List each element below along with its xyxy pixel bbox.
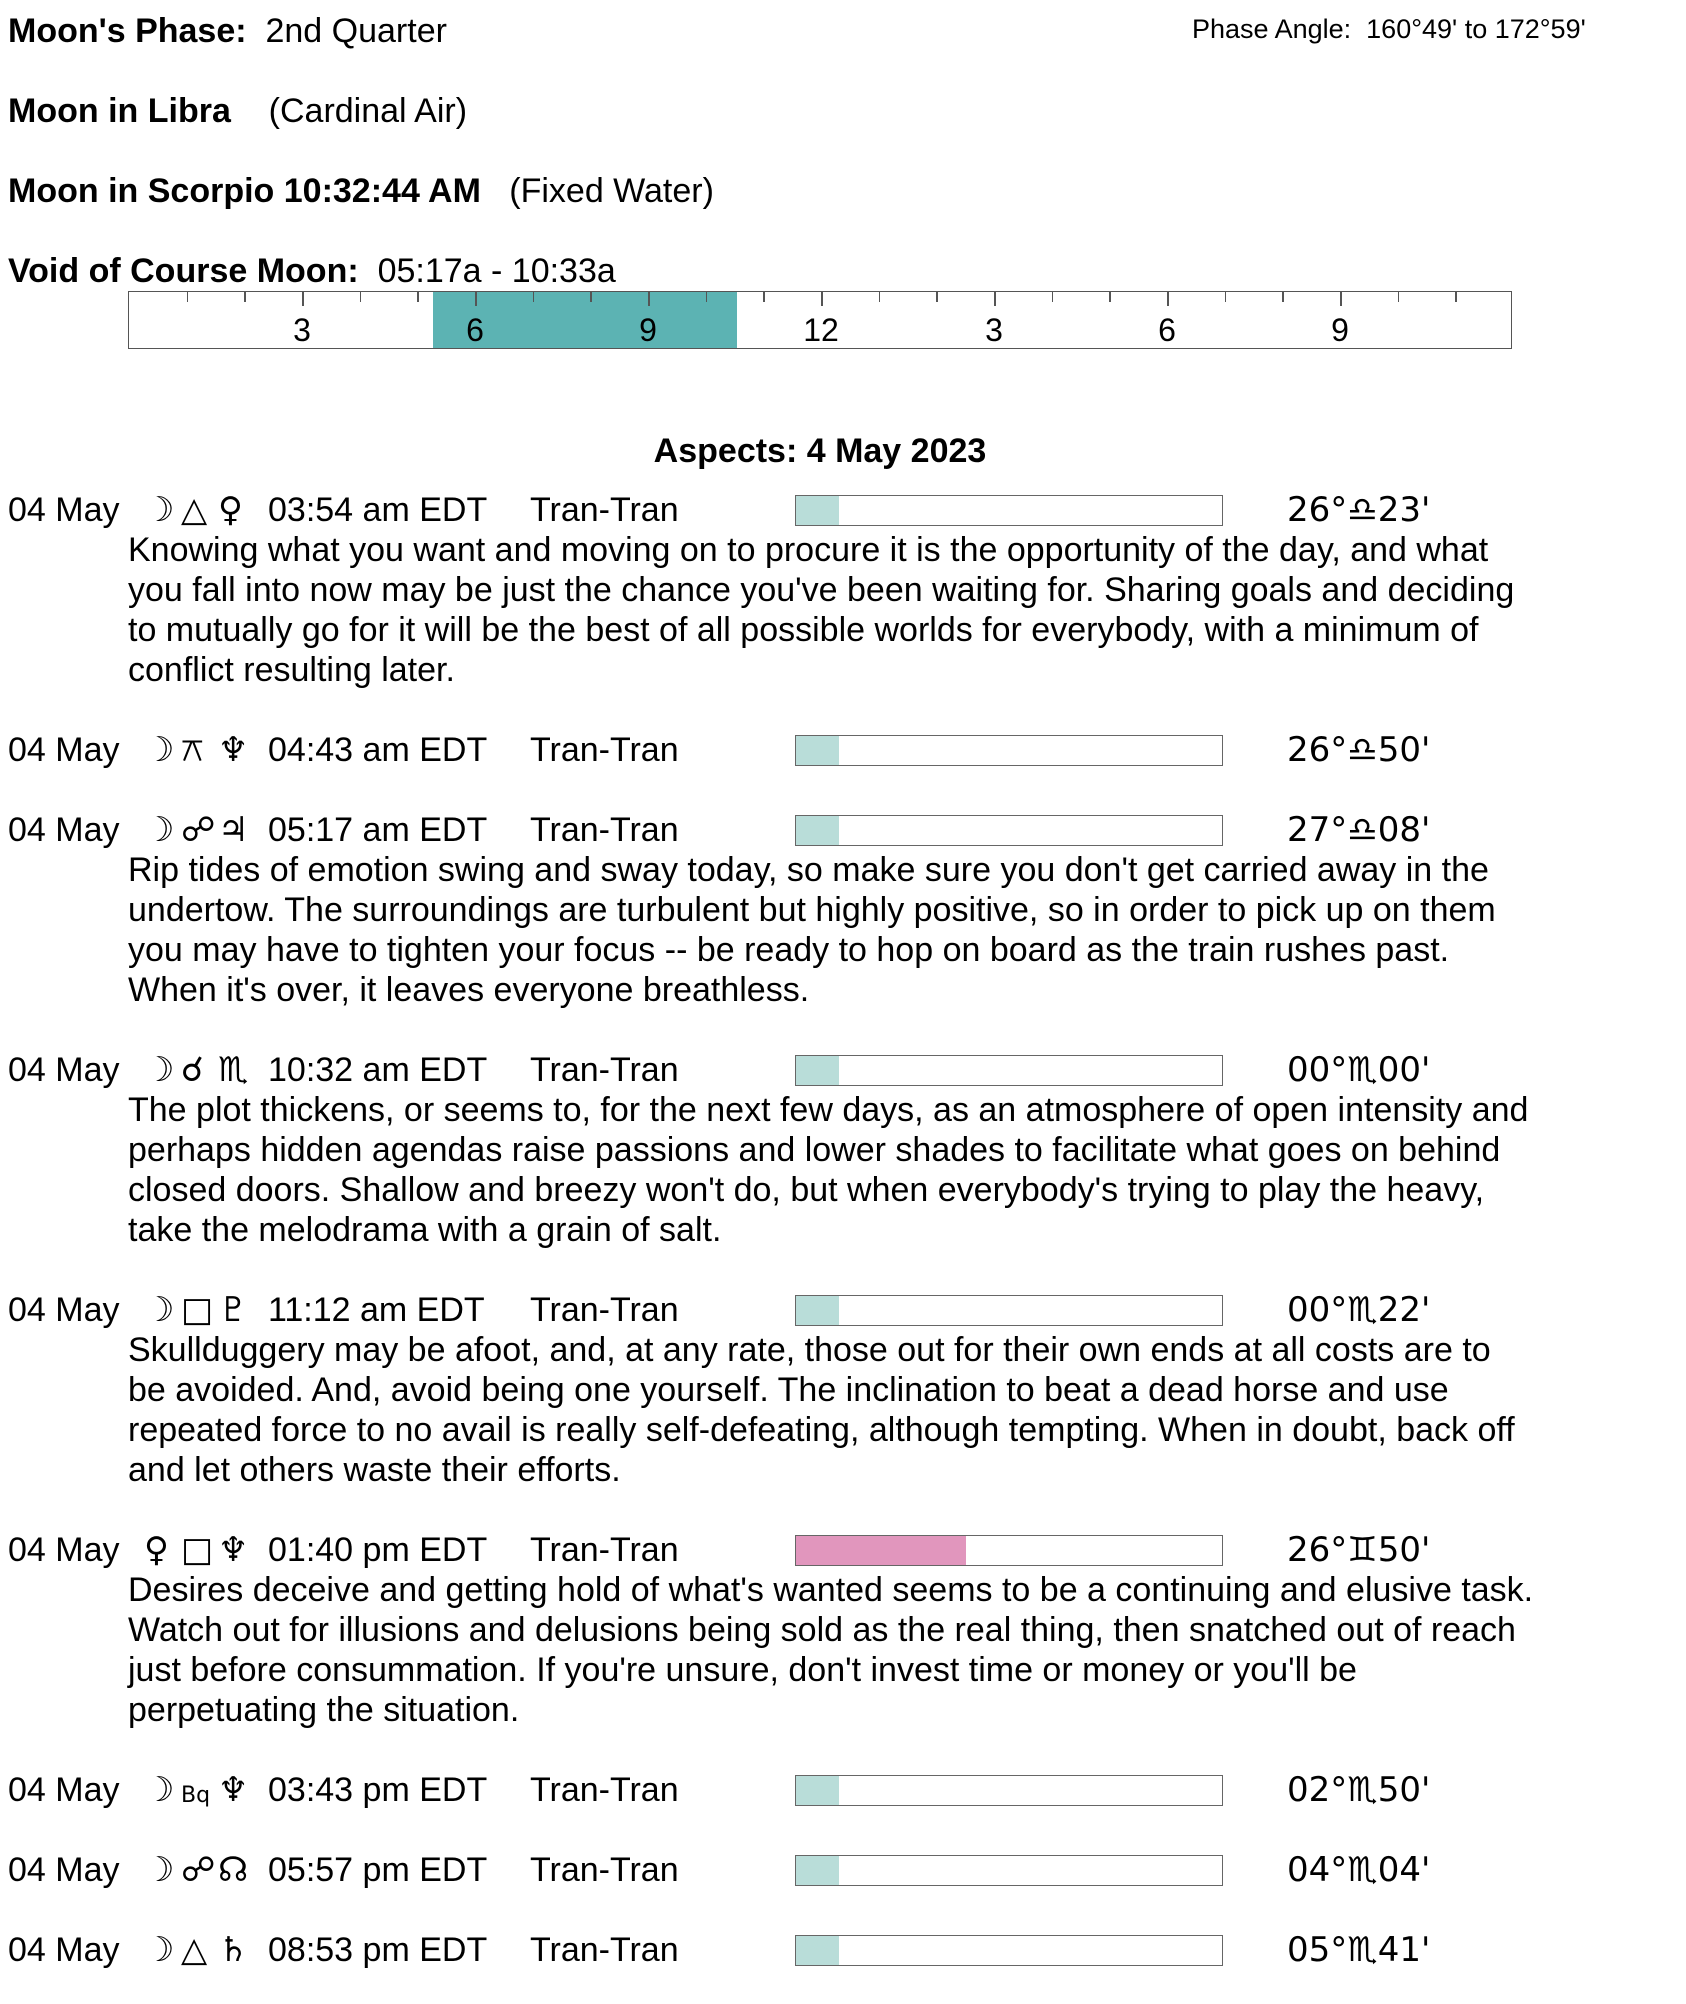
aspect-description-line: to mutually go for it will be the best of all possible worlds for everybody, with a minimum of [128,611,1479,649]
aspect-glyph: ☌ [181,1050,204,1090]
timeline-tick [1167,292,1169,306]
timeline-tick [590,292,592,302]
voc-value: 05:17a - 10:33a [377,252,616,290]
aspect-date: 04 May [8,1851,120,1889]
phase-angle [1192,13,1586,45]
aspect-description-line: The plot thickens, or seems to, for the next few days, as an atmosphere of open intensity and [128,1091,1529,1129]
aspect-description-line: undertow. The surroundings are turbulent but highly positive, so in order to pick up on them [128,891,1496,929]
orb-bar-fill [796,816,839,845]
orb-bar-fill [796,1536,966,1565]
planet-glyph: ☊ [218,1850,249,1890]
aspect-kind: Tran-Tran [530,811,679,849]
aspect-position: 05°♏41' [1287,1930,1431,1970]
aspect-glyph: ☍ [181,1850,216,1890]
aspect-glyph: ☍ [181,810,216,850]
planet-glyph: ☽ [144,730,175,770]
aspect-description-line: Knowing what you want and moving on to procure it is the opportunity of the day, and what [128,531,1489,569]
aspect-description-line: and let others waste their efforts. [128,1451,621,1489]
orb-bar-fill [796,1056,839,1085]
aspect-position: 26°♊50' [1287,1530,1431,1570]
orb-bar [795,495,1223,526]
planet-glyph: ☽ [144,1050,175,1090]
orb-bar-fill [796,1776,839,1805]
timeline-tick [994,292,996,306]
timeline-tick [1052,292,1054,302]
planet-glyph: ♀ [218,490,243,530]
voc-label: Void of Course Moon: [8,252,359,290]
aspect-glyph: □ [181,1290,214,1330]
aspect-kind: Tran-Tran [530,1931,679,1969]
planet-glyph: ☽ [144,1930,175,1970]
aspect-description-line: When it's over, it leaves everyone breathless. [128,971,810,1009]
orb-bar [795,815,1223,846]
orb-bar-fill [796,736,839,765]
aspect-time: 10:32 am EDT [268,1051,488,1089]
aspect-description-line: repeated force to no avail is really self-defeating, although tempting. When in doubt, back off [128,1411,1515,1449]
timeline-tick [936,292,938,302]
aspects-title: Aspects: 4 May 2023 [653,432,987,470]
orb-bar [795,1775,1223,1806]
timeline-tick [1455,292,1457,302]
timeline-hour-label: 6 [1158,312,1176,348]
timeline-tick [1398,292,1400,302]
timeline-tick [648,292,650,306]
timeline-tick [475,292,477,306]
aspect-date: 04 May [8,1771,120,1809]
timeline-tick [244,292,246,302]
timeline-tick [1225,292,1227,302]
aspect-date: 04 May [8,1051,120,1089]
timeline-hour-label: 9 [639,312,657,348]
timeline-tick [1340,292,1342,306]
aspect-kind: Tran-Tran [530,731,679,769]
aspect-position: 26°♎23' [1287,490,1431,530]
aspect-date: 04 May [8,491,120,529]
timeline-tick [763,292,765,302]
aspect-time: 03:54 am EDT [268,491,488,529]
timeline-tick [302,292,304,306]
aspect-description-line: be avoided. And, avoid being one yourself. The inclination to beat a dead horse and use [128,1371,1449,1409]
aspect-time: 03:43 pm EDT [268,1771,488,1809]
moon-sign [8,91,467,131]
timeline-tick [187,292,189,302]
aspect-time: 11:12 am EDT [268,1291,485,1329]
moon-ingress-label: Moon in Scorpio 10:32:44 AM [8,172,481,210]
aspect-position: 02°♏50' [1287,1770,1431,1810]
orb-bar [795,1935,1223,1966]
timeline-tick [417,292,419,302]
planet-glyph: ♀ [144,1530,169,1570]
aspect-description-line: Rip tides of emotion swing and sway today, so make sure you don't get carried away in the [128,851,1489,889]
aspect-description-line: just before consummation. If you're unsure, don't invest time or money or you'll be [128,1651,1357,1689]
timeline-hour-label: 3 [985,312,1003,348]
timeline-hour-label: 12 [803,312,839,348]
aspect-time: 05:17 am EDT [268,811,488,849]
aspect-glyph: ⚻ [181,730,204,770]
timeline-hour-label: 6 [466,312,484,348]
aspect-position: 27°♎08' [1287,810,1431,850]
void-of-course [8,251,616,291]
aspect-description-line: Skullduggery may be afoot, and, at any rate, those out for their own ends at all costs are to [128,1331,1491,1369]
orb-bar [795,1055,1223,1086]
timeline-tick [1109,292,1111,302]
aspect-description-line: perpetuating the situation. [128,1691,520,1729]
timeline-tick [1282,292,1284,302]
planet-glyph: ♇ [218,1290,249,1330]
planet-glyph: ♃ [218,810,249,850]
orb-bar [795,1855,1223,1886]
aspect-description-line: take the melodrama with a grain of salt. [128,1211,722,1249]
planet-glyph: ☽ [144,490,175,530]
aspect-description-line: conflict resulting later. [128,651,455,689]
orb-bar-fill [796,1296,839,1325]
aspect-kind: Tran-Tran [530,1771,679,1809]
aspect-position: 26°♎50' [1287,730,1431,770]
orb-bar [795,1535,1223,1566]
planet-glyph: ☽ [144,1290,175,1330]
aspect-date: 04 May [8,1931,120,1969]
timeline-tick [533,292,535,302]
planet-glyph: ☽ [144,1850,175,1890]
planet-glyph: ☽ [144,1770,175,1810]
aspect-glyph: △ [181,1930,208,1970]
timeline-hour-label: 3 [293,312,311,348]
moon-phase-value: 2nd Quarter [265,12,447,50]
orb-bar-fill [796,1936,839,1965]
aspect-position: 00°♏22' [1287,1290,1431,1330]
aspect-kind: Tran-Tran [530,1531,679,1569]
planet-glyph: ♆ [218,730,249,770]
aspect-date: 04 May [8,811,120,849]
aspect-description-line: perhaps hidden agendas raise passions and lower shades to facilitate what goes on behind [128,1131,1501,1169]
aspect-date: 04 May [8,1531,120,1569]
aspect-position: 00°♏00' [1287,1050,1431,1090]
timeline-tick [879,292,881,302]
timeline-tick [706,292,708,302]
aspect-time: 05:57 pm EDT [268,1851,488,1889]
aspect-description-line: closed doors. Shallow and breezy won't do, but when everybody's trying to play the heavy, [128,1171,1485,1209]
phase-angle-label: Phase Angle: [1192,14,1352,44]
aspect-kind: Tran-Tran [530,1291,679,1329]
aspect-description-line: you may have to tighten your focus -- be ready to hop on board as the train rushes past. [128,931,1450,969]
orb-bar-fill [796,1856,839,1885]
timeline-tick [360,292,362,302]
timeline-tick [821,292,823,306]
aspect-kind: Tran-Tran [530,1051,679,1089]
aspect-time: 08:53 pm EDT [268,1931,488,1969]
aspect-description-line: Desires deceive and getting hold of what's wanted seems to be a continuing and elusive task. [128,1571,1534,1609]
planet-glyph: ♏ [218,1050,249,1090]
moon-sign-label: Moon in Libra [8,92,231,130]
aspect-description-line: Watch out for illusions and delusions being sold as the real thing, then snatched out of reach [128,1611,1516,1649]
moon-phase [8,11,447,51]
voc-timeline [128,291,1512,349]
aspect-time: 04:43 am EDT [268,731,488,769]
moon-ingress [8,171,714,211]
aspect-glyph: △ [181,490,208,530]
moon-phase-label: Moon's Phase: [8,12,247,50]
planet-glyph: ♆ [218,1530,249,1570]
orb-bar [795,735,1223,766]
orb-bar [795,1295,1223,1326]
planet-glyph: ♆ [218,1770,249,1810]
aspect-time: 01:40 pm EDT [268,1531,488,1569]
aspect-date: 04 May [8,1291,120,1329]
aspect-glyph: □ [181,1530,214,1570]
planet-glyph: ♄ [218,1930,249,1970]
orb-bar-fill [796,496,839,525]
moon-sign-element: (Cardinal Air) [268,92,468,130]
aspect-date: 04 May [8,731,120,769]
aspect-glyph: Bq [181,1783,211,1808]
planet-glyph: ☽ [144,810,175,850]
aspect-position: 04°♏04' [1287,1850,1431,1890]
aspect-description-line: you fall into now may be just the chance you've been waiting for. Sharing goals and deciding [128,571,1515,609]
aspect-kind: Tran-Tran [530,491,679,529]
aspect-kind: Tran-Tran [530,1851,679,1889]
moon-ingress-element: (Fixed Water) [509,172,714,210]
phase-angle-value: 160°49' to 172°59' [1366,14,1586,44]
timeline-hour-label: 9 [1331,312,1349,348]
